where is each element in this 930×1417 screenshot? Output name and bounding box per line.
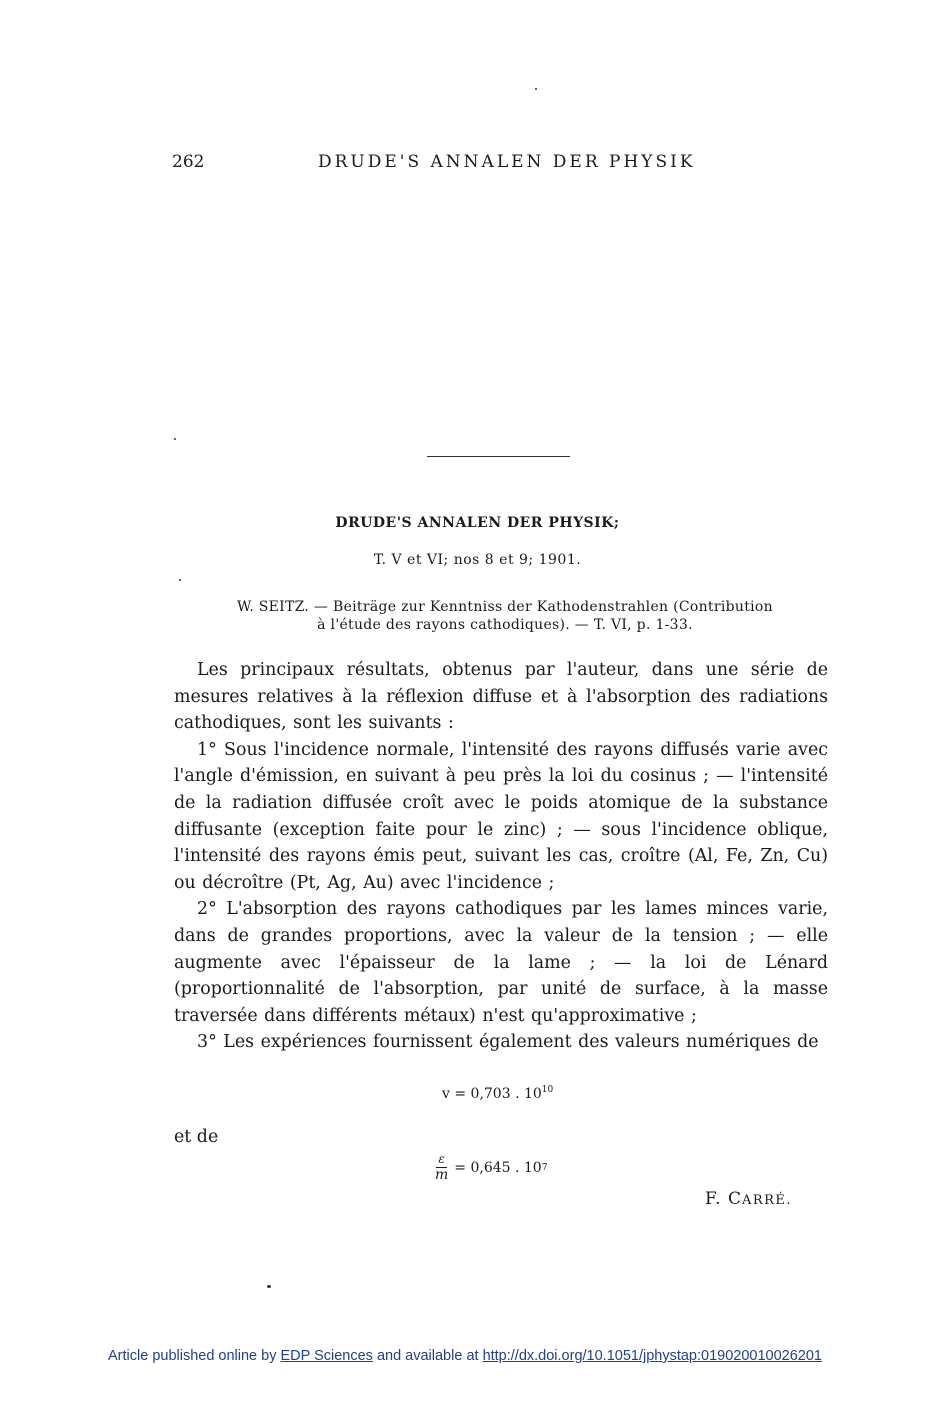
reference-line-2: à l'étude des rayons cathodiques). — T. VI, p. 1-33.: [317, 617, 693, 633]
signature-initial: F. C: [705, 1189, 742, 1209]
paragraph-intro: Les principaux résultats, obtenus par l'auteur, dans une série de mesures relatives à la réflexion diffuse et à l'absorption des radiations cathodiques, sont les suivants :: [174, 660, 828, 734]
author-signature: [705, 1189, 792, 1209]
doi-link[interactable]: http://dx.doi.org/10.1051/jphystap:019020010026201: [482, 1348, 822, 1364]
scan-speck: [179, 579, 181, 581]
equation-velocity-lhs: v = 0,703 . 10: [442, 1086, 542, 1102]
footer-middle: and available at: [376, 1348, 479, 1364]
section-title: DRUDE'S ANNALEN DER PHYSIK;: [335, 515, 620, 531]
scan-speck: [535, 88, 537, 90]
publisher-link[interactable]: EDP Sciences: [280, 1348, 373, 1364]
article-reference: [190, 598, 820, 634]
signature-rest: ARRÉ.: [741, 1193, 793, 1208]
publication-footer: [0, 1348, 930, 1364]
body-text: [174, 657, 828, 1056]
equation-charge-mass-rhs: = 0,645 . 10: [454, 1159, 542, 1176]
fraction-denominator: m: [435, 1167, 449, 1183]
scan-speck: [174, 438, 176, 440]
section-subtitle: T. V et VI; nos 8 et 9; 1901.: [373, 552, 582, 568]
section-divider: [427, 456, 570, 457]
page-number: 262: [172, 152, 205, 172]
fraction-numerator: ε: [438, 1152, 445, 1166]
footer-prefix: Article published online by: [108, 1348, 277, 1364]
equation-velocity: [442, 1086, 553, 1102]
paragraph-result-3: 3° Les expériences fournissent également des valeurs numériques de: [197, 1032, 819, 1053]
paragraph-result-1: 1° Sous l'incidence normale, l'intensité des rayons diffusés varie avec l'angle d'émission, en suivant à peu près la loi du cosinus ; — l'intensité de la radiation diffusée croît avec le poids atomique de la substance diffusante (exception faite pour le zinc) ; — sous l'incidence oblique, l'intensité des rayons émis peut, suivant les cas, croître (Al, Fe, Zn, Cu) ou décroître (Pt, Ag, Au) avec l'incidence ;: [174, 739, 828, 893]
reference-line-1: W. SEITZ. — Beiträge zur Kenntniss der Kathodenstrahlen (Contribution: [237, 599, 773, 615]
paragraph-result-2: 2° L'absorption des rayons cathodiques par les lames minces varie, dans de grandes proportions, avec la valeur de la tension ; — elle augmente avec l'épaisseur de la lame ; — la loi de Lénard (proportionnalité de l'absorption, par unité de surface, à la masse traversée dans différents métaux) n'est qu'approximative ;: [174, 899, 828, 1026]
scan-speck: [267, 1285, 271, 1288]
equation-velocity-exponent: 10: [541, 1085, 554, 1095]
equation-connector: et de: [174, 1127, 219, 1147]
equation-charge-mass: $\frac{\varepsilon}{m}$ = 0,645 . 10 7: [435, 1152, 548, 1183]
fraction: [435, 1152, 448, 1183]
running-title: DRUDE'S ANNALEN DER PHYSIK: [318, 152, 696, 172]
